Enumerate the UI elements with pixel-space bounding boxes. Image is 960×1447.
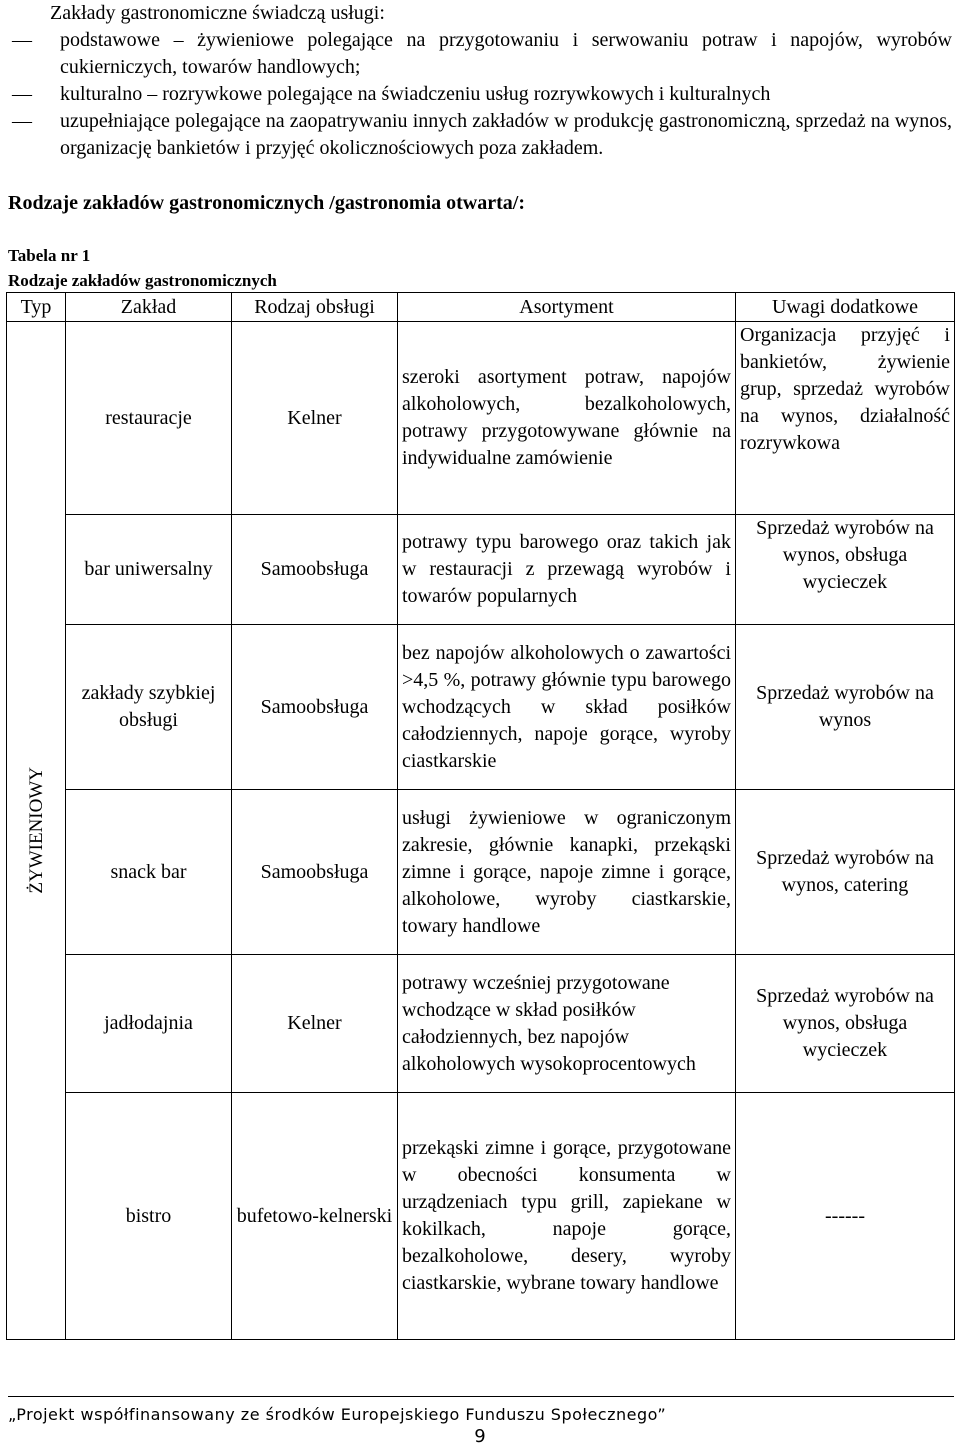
dash-icon: — bbox=[12, 29, 32, 51]
page-number: 9 bbox=[474, 1426, 486, 1447]
zaklad-cell: restauracje bbox=[66, 322, 232, 515]
intro-item-text: kulturalno – rozrywkowe polegające na świadczeniu usług rozrywkowych i kulturalnych bbox=[60, 83, 771, 105]
zaklad-cell: zakłady szybkiej obsługi bbox=[66, 625, 232, 790]
obsluga-cell: Samoobsługa bbox=[232, 625, 398, 790]
asortyment-cell: bez napojów alkoholowych o zawartości >4,5 %, potrawy głównie typu barowego wchodzących w skład posiłków całodziennych, napoje gorące, wyroby ciastkarskie bbox=[398, 625, 736, 790]
zaklad-cell: bistro bbox=[66, 1093, 232, 1340]
table-row bbox=[7, 790, 955, 955]
intro-lead: Zakłady gastronomiczne świadczą usługi: bbox=[50, 2, 385, 24]
uwagi-cell: Sprzedaż wyrobów na wynos, obsługa wycieczek bbox=[736, 515, 955, 625]
uwagi-cell: Organizacja przyjęć i bankietów, żywienie grup, sprzedaż wyrobów na wynos, działalność rozrywkowa bbox=[736, 322, 955, 515]
column-header: Asortyment bbox=[398, 293, 736, 322]
table-title: Rodzaje zakładów gastronomicznych bbox=[8, 271, 277, 290]
zaklad-cell: jadłodajnia bbox=[66, 955, 232, 1093]
uwagi-cell: ------ bbox=[736, 1093, 955, 1340]
intro-item-text: uzupełniające polegające na zaopatrywaniu innych zakładów w produkcję gastronomiczną, sprzedaż na wynos, organizację bankietów i przyjęć okolicznościowych poza zakładem. bbox=[60, 110, 952, 159]
column-header: Typ bbox=[7, 293, 66, 322]
column-header: Zakład bbox=[66, 293, 232, 322]
column-header: Uwagi dodatkowe bbox=[736, 293, 955, 322]
zaklad-cell: snack bar bbox=[66, 790, 232, 955]
uwagi-cell: Sprzedaż wyrobów na wynos bbox=[736, 625, 955, 790]
intro-list-item bbox=[12, 81, 952, 108]
table-header-row bbox=[7, 293, 955, 322]
intro-list-item bbox=[12, 108, 952, 162]
table-row bbox=[7, 322, 955, 515]
table-row bbox=[7, 515, 955, 625]
section-heading: Rodzaje zakładów gastronomicznych /gastronomia otwarta/: bbox=[8, 192, 525, 214]
column-header: Rodzaj obsługi bbox=[232, 293, 398, 322]
obsluga-cell: Kelner bbox=[232, 322, 398, 515]
uwagi-cell: Sprzedaż wyrobów na wynos, obsługa wycieczek bbox=[736, 955, 955, 1093]
table-row bbox=[7, 955, 955, 1093]
type-label: ŻYWIENIOWY bbox=[25, 767, 47, 894]
asortyment-cell: szeroki asortyment potraw, napojów alkoholowych, bezalkoholowych, potrawy przygotowywane głównie na indywidualne zamówienie bbox=[398, 322, 736, 515]
establishments-table bbox=[6, 292, 955, 1340]
intro-list-item bbox=[12, 27, 952, 81]
dash-icon: — bbox=[12, 83, 32, 105]
zaklad-cell: bar uniwersalny bbox=[66, 515, 232, 625]
intro-section bbox=[12, 0, 952, 162]
intro-item-text: podstawowe – żywieniowe polegające na przygotowaniu i serwowaniu potraw i napojów, wyrobów cukierniczych, towarów handlowych; bbox=[60, 29, 952, 78]
asortyment-cell: usługi żywieniowe w ograniczonym zakresie, głównie kanapki, przekąski zimne i gorące, napoje zimne i gorące, alkoholowe, wyroby ciastkarskie, towary handlowe bbox=[398, 790, 736, 955]
obsluga-cell: bufetowo-kelnerski bbox=[232, 1093, 398, 1340]
uwagi-cell: Sprzedaż wyrobów na wynos, catering bbox=[736, 790, 955, 955]
dash-icon: — bbox=[12, 110, 32, 132]
obsluga-cell: Samoobsługa bbox=[232, 790, 398, 955]
type-cell bbox=[7, 322, 66, 1340]
asortyment-cell: potrawy wcześniej przygotowane wchodzące w skład posiłków całodziennych, bez napojów alkoholowych wysokoprocentowych bbox=[398, 955, 736, 1093]
footer-note: „Projekt współfinansowany ze środków Europejskiego Funduszu Społecznego” bbox=[8, 1396, 954, 1424]
table-number: Tabela nr 1 bbox=[8, 246, 91, 265]
asortyment-cell: potrawy typu barowego oraz takich jak w restauracji z przewagą wyrobów i towarów popularnych bbox=[398, 515, 736, 625]
obsluga-cell: Samoobsługa bbox=[232, 515, 398, 625]
table-row bbox=[7, 1093, 955, 1340]
asortyment-cell: przekąski zimne i gorące, przygotowane w obecności konsumenta w urządzeniach typu grill, zapiekane w kokilkach, napoje gorące, bezalkoholowe, desery, wyroby ciastkarskie, wybrane towary handlowe bbox=[398, 1093, 736, 1340]
table-row bbox=[7, 625, 955, 790]
obsluga-cell: Kelner bbox=[232, 955, 398, 1093]
